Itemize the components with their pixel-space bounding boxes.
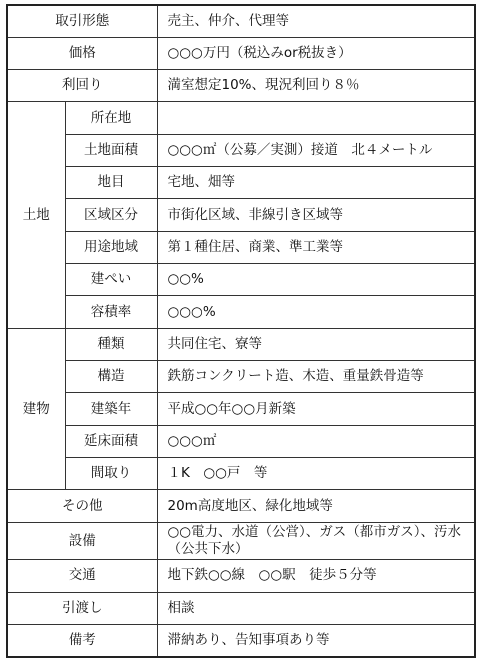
row-land-area [7,134,475,166]
label-access: 交通 [7,560,157,592]
row-floor-plan [7,458,475,490]
label-coverage-ratio: 建ぺい [65,264,157,296]
row-zoning [7,231,475,263]
row-yield [7,70,475,102]
row-land-location [7,102,475,134]
row-structure [7,361,475,393]
value-handover: 相談 [157,592,475,624]
value-total-floor-area: ○○○㎡ [157,425,475,457]
label-price: 価格 [7,37,157,69]
property-info-table [6,4,476,658]
row-total-floor-area [7,425,475,457]
row-transaction-type [7,5,475,37]
category-building: 建物 [7,328,65,490]
label-remarks: 備考 [7,624,157,657]
value-land-area: ○○○㎡（公募／実測）接道 北４メートル [157,134,475,166]
value-build-year: 平成○○年○○月新築 [157,393,475,425]
label-build-year: 建築年 [65,393,157,425]
row-access [7,560,475,592]
category-land: 土地 [7,102,65,328]
row-remarks [7,624,475,657]
label-floor-plan: 間取り [65,458,157,490]
label-building-type: 種類 [65,328,157,360]
value-building-type: 共同住宅、寮等 [157,328,475,360]
value-remarks: 滞納あり、告知事項あり等 [157,624,475,657]
row-other [7,490,475,522]
value-land-location [157,102,475,134]
value-facilities: ○○電力、水道（公営）、ガス（都市ガス）、汚水（公共下水） [157,522,475,560]
row-coverage-ratio [7,264,475,296]
label-transaction-type: 取引形態 [7,5,157,37]
label-land-location: 所在地 [65,102,157,134]
label-facilities: 設備 [7,522,157,560]
value-coverage-ratio: ○○% [157,264,475,296]
row-land-category [7,167,475,199]
value-access: 地下鉄○○線 ○○駅 徒歩５分等 [157,560,475,592]
value-transaction-type: 売主、仲介、代理等 [157,5,475,37]
value-price: ○○○万円（税込みor税抜き） [157,37,475,69]
value-floor-plan: １K ○○戸 等 [157,458,475,490]
value-floor-area-ratio: ○○○% [157,296,475,328]
row-build-year [7,393,475,425]
label-floor-area-ratio: 容積率 [65,296,157,328]
row-handover [7,592,475,624]
label-structure: 構造 [65,361,157,393]
row-facilities [7,522,475,560]
label-handover: 引渡し [7,592,157,624]
row-building-type [7,328,475,360]
value-other: 20m高度地区、緑化地域等 [157,490,475,522]
label-other: その他 [7,490,157,522]
label-land-area: 土地面積 [65,134,157,166]
value-structure: 鉄筋コンクリート造、木造、重量鉄骨造等 [157,361,475,393]
row-floor-area-ratio [7,296,475,328]
row-price [7,37,475,69]
label-land-category: 地目 [65,167,157,199]
label-zoning: 用途地域 [65,231,157,263]
value-yield: 満室想定10%、現況利回り８％ [157,70,475,102]
value-zoning: 第１種住居、商業、準工業等 [157,231,475,263]
label-yield: 利回り [7,70,157,102]
label-area-division: 区域区分 [65,199,157,231]
label-total-floor-area: 延床面積 [65,425,157,457]
value-area-division: 市街化区域、非線引き区域等 [157,199,475,231]
value-land-category: 宅地、畑等 [157,167,475,199]
row-area-division [7,199,475,231]
